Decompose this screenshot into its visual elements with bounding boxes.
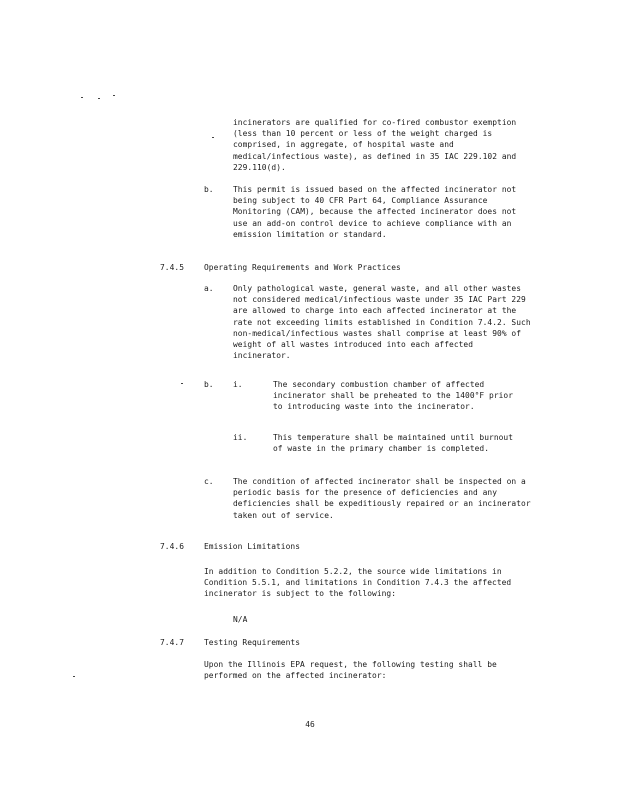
scan-speck [73,676,75,677]
subitem-ii-label: ii. [233,433,248,442]
section-number: 7.4.6 [160,542,185,551]
item-c-text: The condition of affected incinerator shall be inspected on a periodic basis for the presence of deficiencies and any deficiencies shall be expeditiously repaired or an incinerator taken out of service. [233,477,531,520]
scan-speck [212,137,214,138]
subitem-i-text: The secondary combustion chamber of affected incinerator shall be preheated to the 1400°F prior to introducing waste into the incinerator. [273,380,514,412]
scan-speck [98,98,100,99]
subitem-i-label: i. [233,380,243,389]
item-a-label: a. [204,284,214,293]
item-b-label: b. [204,380,214,389]
item-b-text: This permit is issued based on the affected incinerator not being subject to 40 CFR Part 64, Compliance Assurance Monitoring (CAM), because the affected incinerator does not use an add-on control device to achieve compliance with an emission limitation or standard. [233,185,517,239]
scan-speck [113,95,115,96]
section-heading: Operating Requirements and Work Practices [204,263,401,272]
item-b-label: b. [204,185,214,194]
na-value: N/A [233,615,248,624]
section-number: 7.4.7 [160,638,185,647]
section-paragraph: Upon the Illinois EPA request, the following testing shall be performed on the affected incinerator: [204,660,497,681]
subitem-ii-text: This temperature shall be maintained until burnout of waste in the primary chamber is completed. [273,433,514,454]
section-heading: Testing Requirements [204,638,301,647]
scan-speck [81,97,83,98]
section-paragraph: In addition to Condition 5.2.2, the source wide limitations in Condition 5.5.1, and limitations in Condition 7.4.3 the affected incinerator is subject to the following: [204,567,512,599]
page-number: 46 [305,720,315,729]
item-a-text: Only pathological waste, general waste, and all other wastes not considered medical/infectious waste under 35 IAC Part 229 are allowed to charge into each affected incinerator at the rate not exceeding limits established in Condition 7.4.2. Such non-medical/infectious wastes shall comprise at least 90% of weight of all wastes introduced into each affected incinerator. [233,284,531,361]
section-number: 7.4.5 [160,263,185,272]
item-c-label: c. [204,477,214,486]
scan-speck [181,383,183,384]
continuation-paragraph: incinerators are qualified for co-fired combustor exemption (less than 10 percent or less of the weight charged is comprised, in aggregate, of hospital waste and medical/infectious waste), as defined in 35 IAC 229.102 and 229.110(d). [233,118,517,172]
section-heading: Emission Limitations [204,542,301,551]
